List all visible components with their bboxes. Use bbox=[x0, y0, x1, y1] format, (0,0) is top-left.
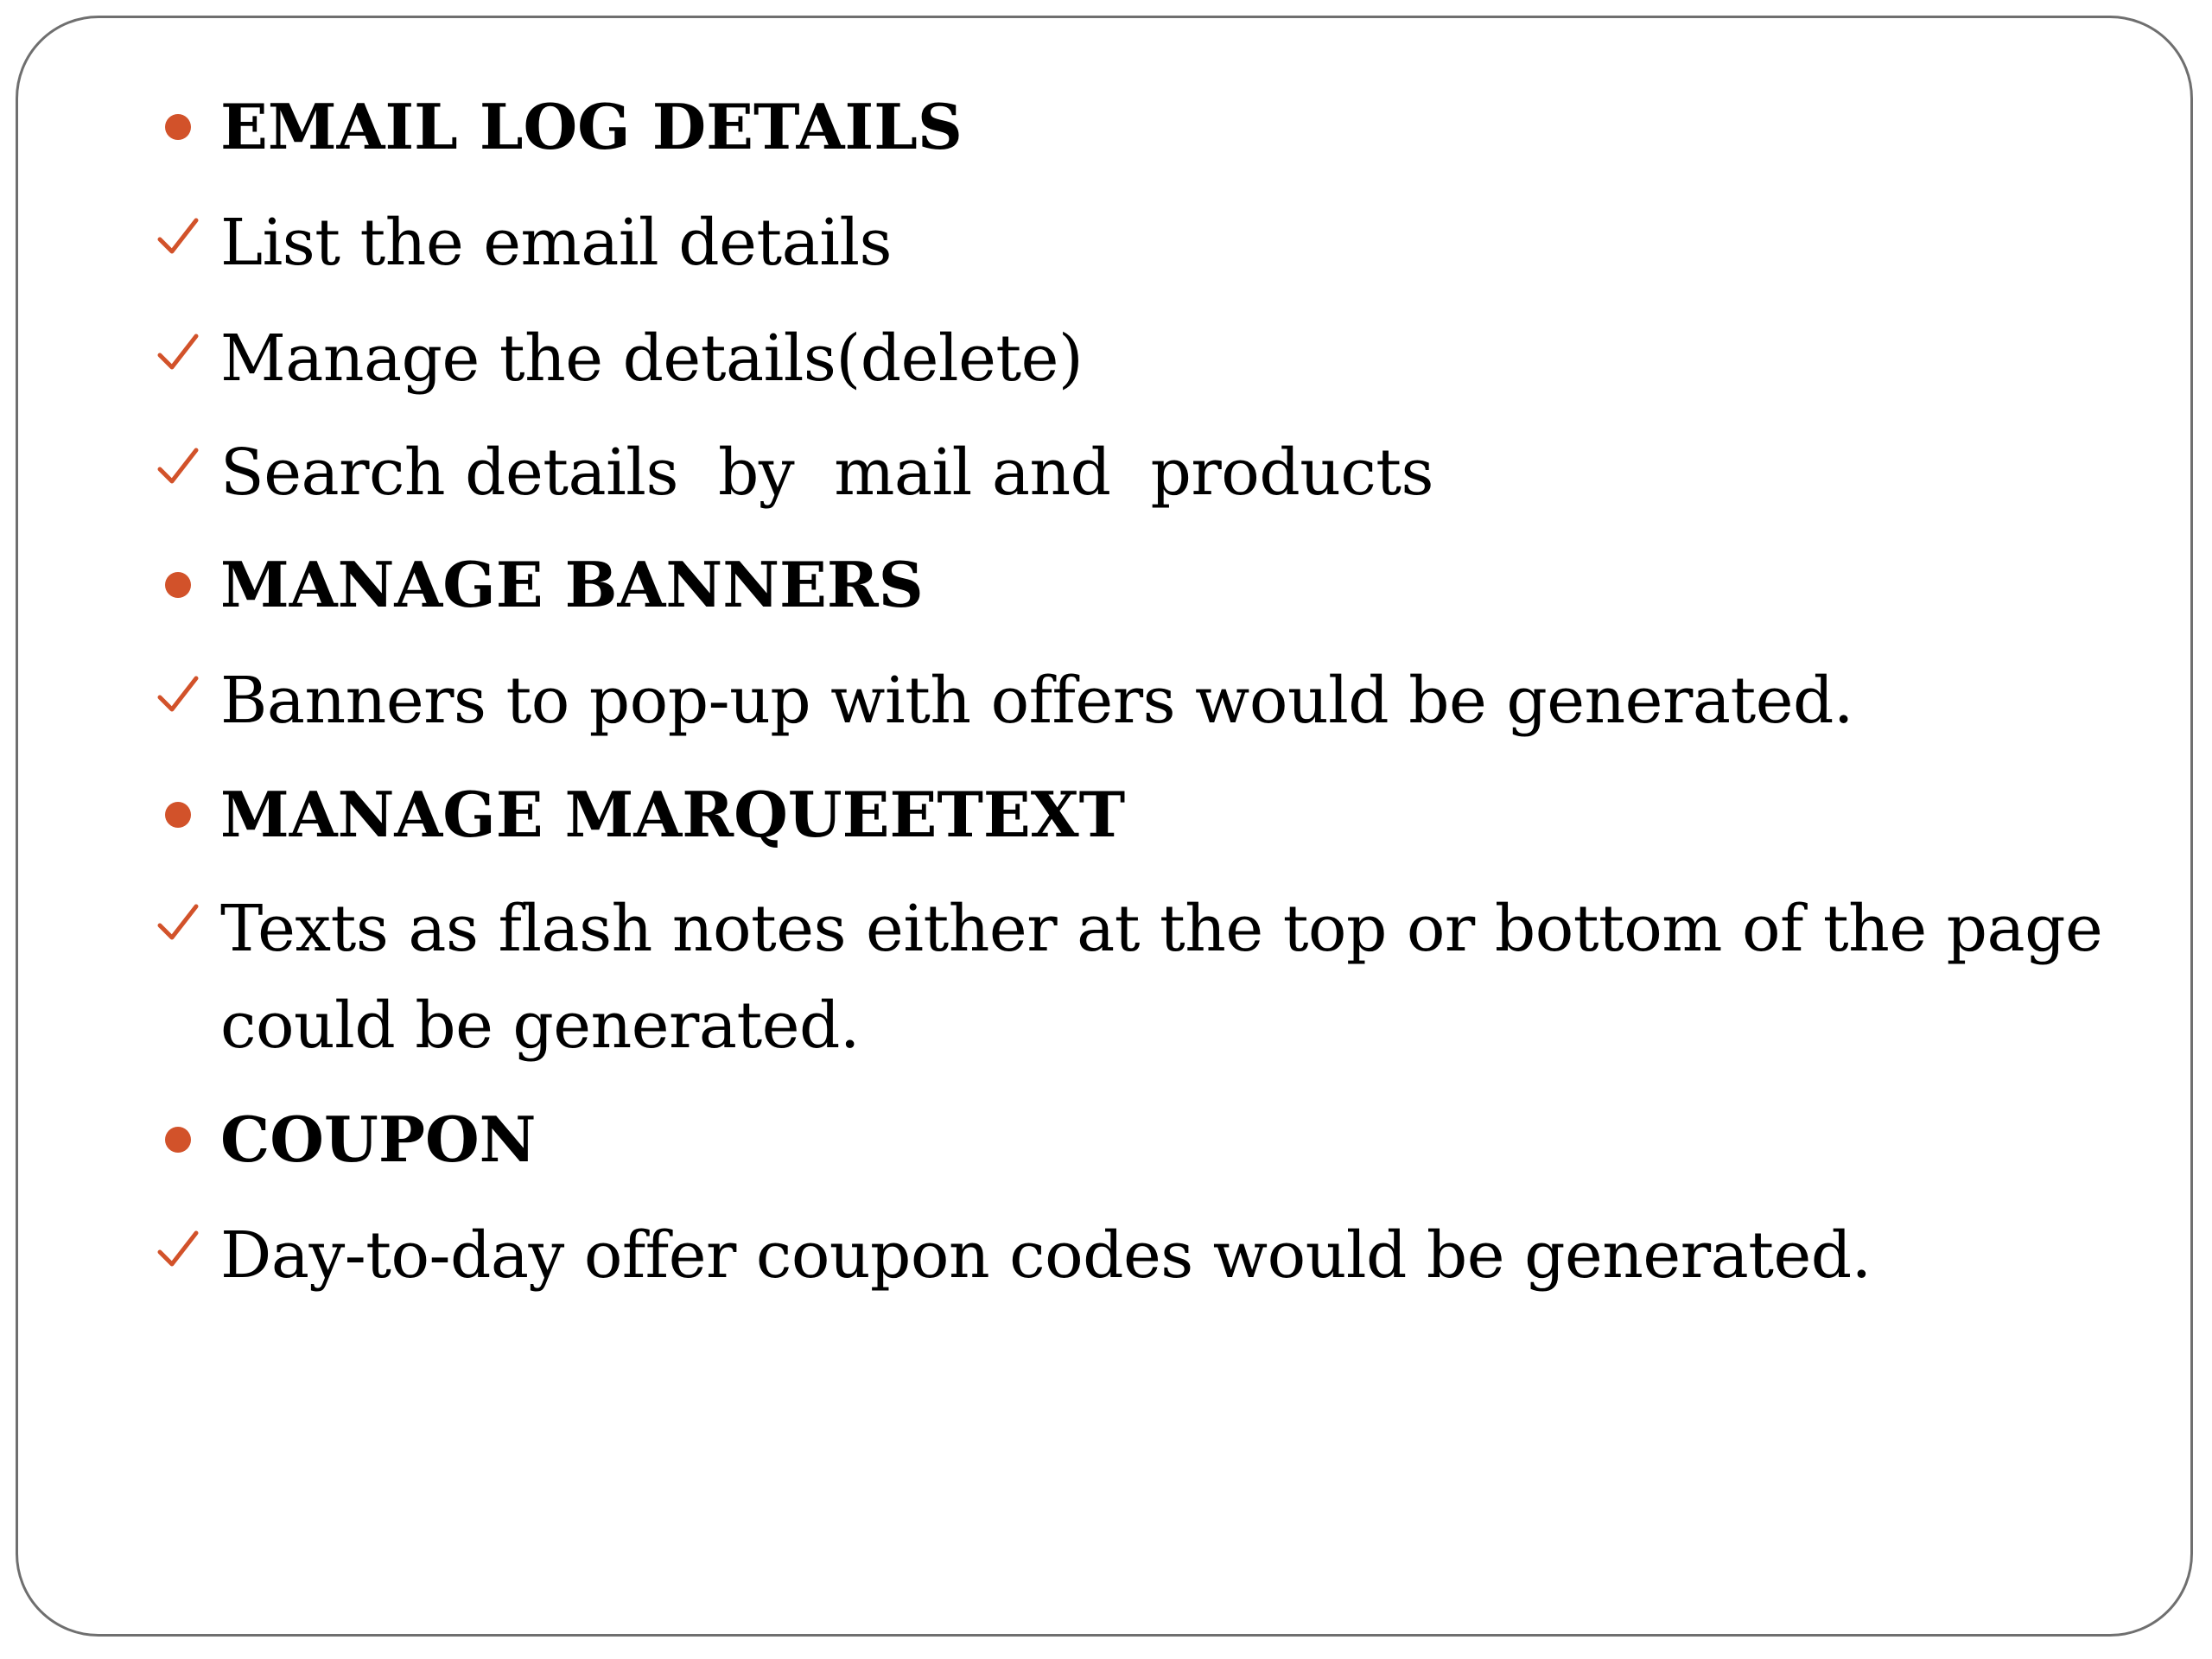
bullet-dot-icon bbox=[148, 802, 208, 828]
heading-text: EMAIL LOG DETAILS bbox=[220, 90, 963, 163]
bullet-dot-icon bbox=[148, 114, 208, 140]
heading-email-log-details bbox=[148, 79, 2135, 175]
point-text: Banners to pop-up with offers would be generated. bbox=[220, 664, 1853, 738]
heading-text: MANAGE MARQUEETEXT bbox=[220, 778, 1126, 851]
check-icon bbox=[148, 899, 208, 946]
point-text: Manage the details(delete) bbox=[220, 321, 1084, 396]
check-icon bbox=[148, 671, 208, 718]
bullet-dot-icon bbox=[148, 572, 208, 598]
point-text: Texts as flash notes either at the top or bottom of the page could be generated. bbox=[220, 892, 2123, 1063]
point-coupon-codes bbox=[148, 1207, 2135, 1304]
point-text: Day-to-day offer coupon codes would be generated. bbox=[220, 1218, 1872, 1293]
point-text: Search details by mail and products bbox=[220, 435, 1434, 510]
point-search-details bbox=[148, 424, 2135, 521]
bullet-dot-icon bbox=[148, 1127, 208, 1153]
check-icon bbox=[148, 329, 208, 376]
point-text: List the email details bbox=[220, 206, 893, 280]
slide-frame bbox=[16, 16, 2193, 1637]
point-flash-notes bbox=[148, 880, 2135, 1074]
point-banners-popup bbox=[148, 652, 2135, 749]
point-list-email-details bbox=[148, 194, 2135, 291]
check-icon bbox=[148, 1226, 208, 1273]
heading-manage-banners bbox=[148, 537, 2135, 633]
point-manage-details bbox=[148, 310, 2135, 407]
heading-coupon bbox=[148, 1091, 2135, 1188]
check-icon bbox=[148, 443, 208, 490]
heading-text: COUPON bbox=[220, 1103, 537, 1176]
check-icon bbox=[148, 213, 208, 260]
heading-manage-marqueetext bbox=[148, 766, 2135, 863]
heading-text: MANAGE BANNERS bbox=[220, 548, 924, 621]
